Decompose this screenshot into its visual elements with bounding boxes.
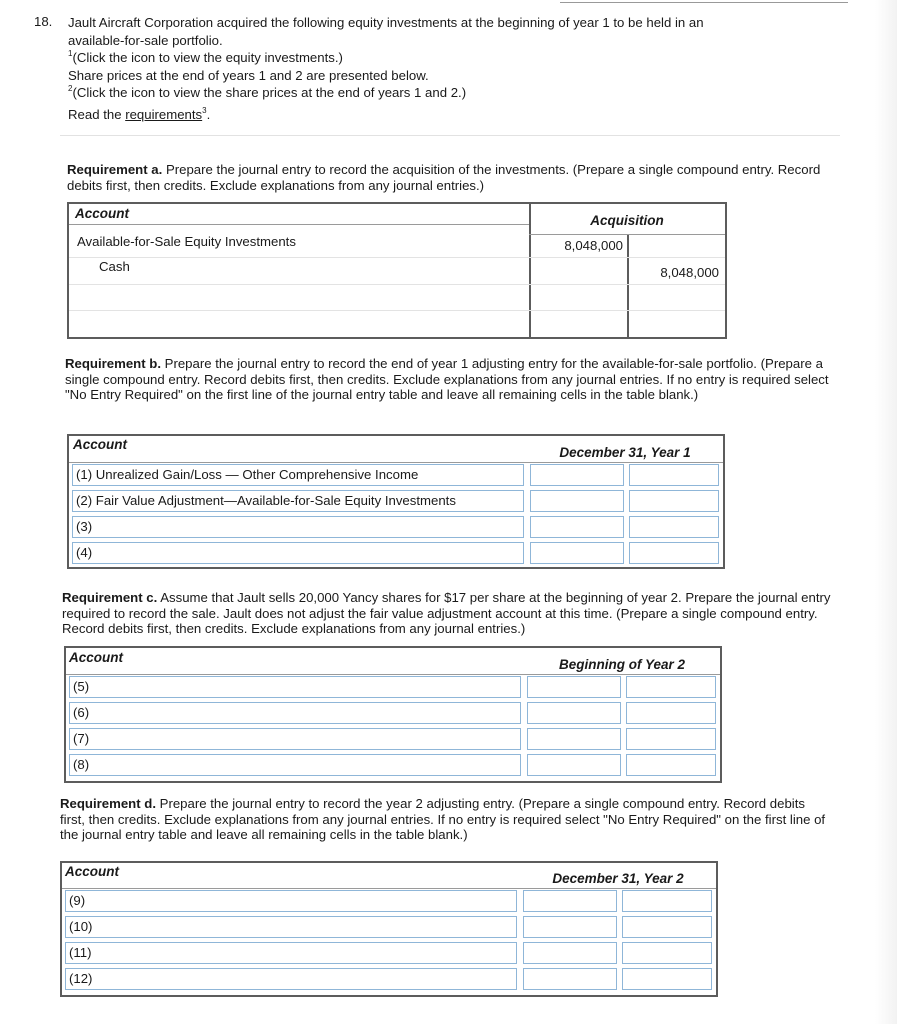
credit-input-2[interactable]: [629, 490, 719, 512]
row-divider: [69, 257, 725, 258]
requirement-d-text: Requirement d. Prepare the journal entry to record the year 2 adjusting entry. (Prepare a single compound entry. Record debits first, then credits. Exclude explanations from any journal entries. If no entry is required select "No Entry Required" on the first line of the journal entry table and leave all remaining cells in the table blank.): [60, 796, 826, 842]
credit-input-5[interactable]: [626, 676, 716, 698]
credit-input-12[interactable]: [622, 968, 712, 990]
row-divider: [62, 888, 716, 889]
credit-input-6[interactable]: [626, 702, 716, 724]
row-divider: [529, 234, 725, 235]
account-input-11[interactable]: (11): [65, 942, 517, 964]
journal-table-b: [67, 434, 725, 569]
journal-table-a: [67, 202, 727, 339]
debit-input-12[interactable]: [523, 968, 617, 990]
date-header: December 31, Year 1: [559, 445, 691, 460]
row-divider: [66, 674, 720, 675]
credit-input-1[interactable]: [629, 464, 719, 486]
date-header: Acquisition: [590, 213, 664, 228]
account-header: Account: [75, 206, 129, 221]
debit-input-8[interactable]: [527, 754, 621, 776]
account-input-7[interactable]: (7): [69, 728, 521, 750]
question-number: 18.: [34, 14, 53, 29]
row-divider: [69, 310, 725, 311]
date-header: December 31, Year 2: [552, 871, 684, 886]
row-divider: [69, 224, 529, 225]
credit-input-4[interactable]: [629, 542, 719, 564]
intro-line-2: available-for-sale portfolio.: [68, 32, 223, 48]
column-divider: [627, 234, 629, 337]
column-divider: [529, 204, 531, 337]
read-requirements: Read the requirements$^3$.: [68, 105, 211, 122]
account-cell: Available-for-Sale Equity Investments: [77, 234, 296, 249]
debit-input-11[interactable]: [523, 942, 617, 964]
credit-input-3[interactable]: [629, 516, 719, 538]
date-header: Beginning of Year 2: [558, 657, 686, 672]
top-rule: [560, 2, 848, 3]
debit-input-7[interactable]: [527, 728, 621, 750]
account-input-9[interactable]: (9): [65, 890, 517, 912]
share-prices-link[interactable]: $^2$(Click the icon to view the share prices at the end of years 1 and 2.): [68, 84, 467, 100]
debit-input-10[interactable]: [523, 916, 617, 938]
account-header: Account: [73, 437, 127, 452]
row-divider: [69, 462, 723, 463]
debit-input-5[interactable]: [527, 676, 621, 698]
account-input-1[interactable]: (1) Unrealized Gain/Loss — Other Comprehensive Income: [72, 464, 524, 486]
account-header: Account: [69, 650, 123, 665]
debit-input-1[interactable]: [530, 464, 624, 486]
credit-input-11[interactable]: [622, 942, 712, 964]
account-input-10[interactable]: (10): [65, 916, 517, 938]
credit-cell: 8,048,000: [660, 265, 719, 280]
debit-cell: 8,048,000: [564, 238, 623, 253]
intro-line-1: Jault Aircraft Corporation acquired the following equity investments at the beginning of year 1 to be held in an: [68, 15, 704, 30]
account-cell: Cash: [99, 259, 130, 274]
journal-table-d: [60, 861, 718, 997]
row-divider: [69, 284, 725, 285]
account-input-5[interactable]: (5): [69, 676, 521, 698]
account-input-4[interactable]: (4): [72, 542, 524, 564]
credit-input-9[interactable]: [622, 890, 712, 912]
account-header: Account: [65, 864, 119, 879]
requirement-b-text: Requirement b. Prepare the journal entry to record the end of year 1 adjusting entry for the available-for-sale portfolio. (Prepare a single compound entry. Record debits first, then credits. Exclude explanations from any journal entries. If no entry is required select "No Entry Required" on the first line of the journal entry table and leave all remaining cells in the table blank.): [65, 356, 829, 402]
equity-investments-link[interactable]: $^1$(Click the icon to view the equity investments.): [68, 49, 343, 65]
account-input-6[interactable]: (6): [69, 702, 521, 724]
footnote-1: 1: [68, 49, 73, 58]
intro-line-4: Share prices at the end of years 1 and 2 are presented below.: [68, 67, 429, 83]
debit-input-4[interactable]: [530, 542, 624, 564]
footnote-2: 2: [68, 84, 73, 93]
requirement-a-text: Requirement a. Prepare the journal entry to record the acquisition of the investments. (Prepare a single compound entry. Record debits first, then credits. Exclude explanations from any journal entries.): [67, 162, 821, 193]
debit-input-2[interactable]: [530, 490, 624, 512]
account-input-2[interactable]: (2) Fair Value Adjustment—Available-for-Sale Equity Investments: [72, 490, 524, 512]
debit-input-3[interactable]: [530, 516, 624, 538]
credit-input-10[interactable]: [622, 916, 712, 938]
debit-input-9[interactable]: [523, 890, 617, 912]
page-edge-shadow: [875, 0, 897, 1024]
account-input-3[interactable]: (3): [72, 516, 524, 538]
divider: [60, 135, 840, 136]
credit-input-7[interactable]: [626, 728, 716, 750]
question-intro: [68, 14, 828, 123]
requirement-c-text: Requirement c. Assume that Jault sells 20,000 Yancy shares for $17 per share at the beginning of year 2. Prepare the journal entry required to record the sale. Jault does not adjust the fair value adjustment account at this time. (Prepare a single compound entry. Record debits first, then credits. Exclude explanations from any journal entries.): [62, 590, 831, 636]
debit-input-6[interactable]: [527, 702, 621, 724]
footnote-3: 3: [202, 105, 207, 115]
account-input-8[interactable]: (8): [69, 754, 521, 776]
account-input-12[interactable]: (12): [65, 968, 517, 990]
requirements-link[interactable]: requirements: [125, 106, 203, 122]
credit-input-8[interactable]: [626, 754, 716, 776]
journal-table-c: [64, 646, 722, 783]
